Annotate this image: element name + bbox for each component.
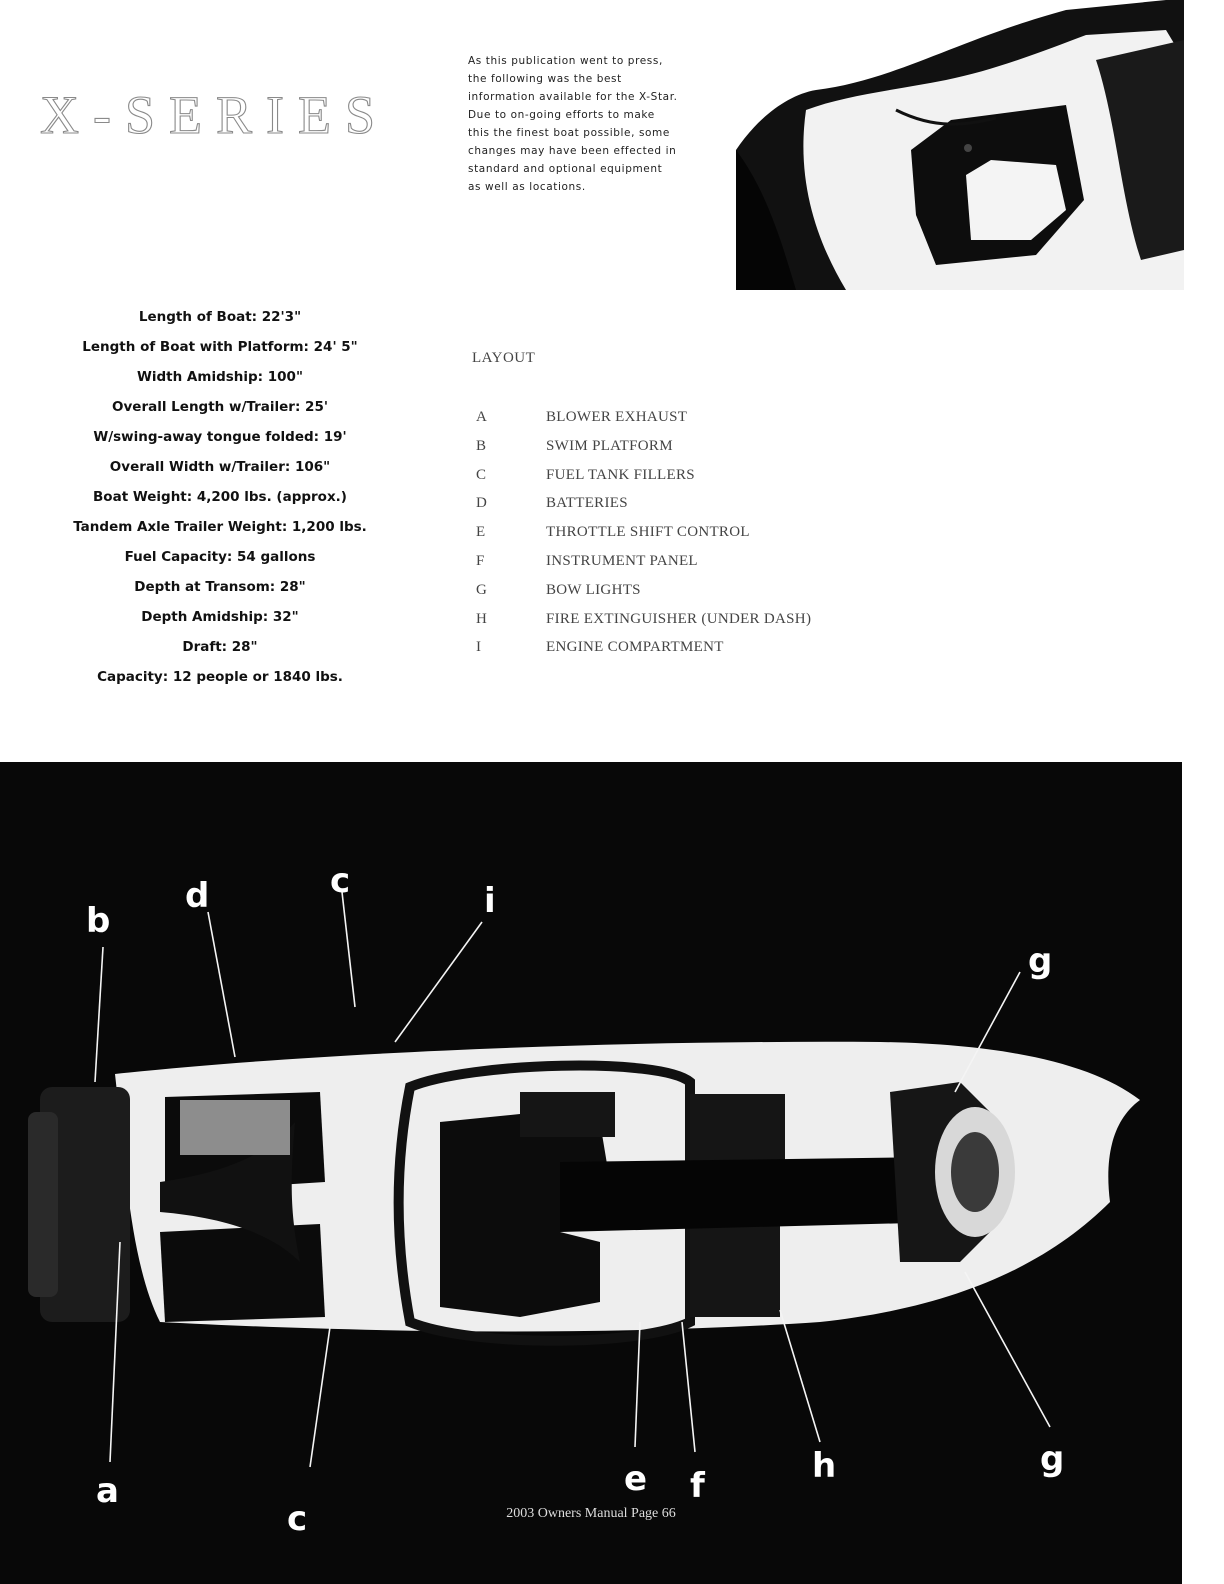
layout-letter: G — [476, 581, 487, 598]
callout-c-bottom: c — [287, 1499, 308, 1539]
layout-item — [476, 636, 811, 665]
layout-item — [476, 406, 811, 435]
publication-note: As this publication went to press, the following was the best information available for the X-Star. Due to on-going efforts to make this the finest boat possible, some changes may have been effected in standard and optional equipment as well as locations. — [468, 55, 678, 193]
layout-letter: A — [476, 409, 487, 425]
layout-item — [476, 492, 811, 521]
layout-item — [476, 608, 811, 637]
callout-e: e — [624, 1459, 648, 1499]
callout-b: b — [86, 901, 111, 941]
layout-letter: F — [476, 552, 485, 569]
spec-line: Overall Width w/Trailer: 106" — [109, 459, 331, 475]
spec-line: Draft: 28" — [182, 639, 258, 655]
layout-list — [476, 406, 811, 665]
layout-item — [476, 550, 811, 579]
spec-list — [40, 307, 400, 697]
callout-c-top: c — [330, 861, 351, 901]
callout-f: f — [690, 1466, 705, 1506]
layout-text: FIRE EXTINGUISHER (UNDER DASH) — [546, 610, 812, 627]
spec-line: Overall Length w/Trailer: 25' — [112, 399, 328, 415]
callout-g-bottom: g — [1040, 1439, 1065, 1479]
layout-heading: LAYOUT — [472, 350, 536, 366]
layout-letter: D — [476, 495, 487, 512]
callout-a: a — [96, 1471, 119, 1511]
layout-text: BATTERIES — [546, 495, 628, 512]
layout-item — [476, 521, 811, 550]
spec-line: Fuel Capacity: 54 gallons — [124, 549, 316, 565]
spec-line: W/swing-away tongue folded: 19' — [93, 429, 347, 445]
layout-text: BLOWER EXHAUST — [546, 409, 688, 425]
layout-text: ENGINE COMPARTMENT — [546, 639, 724, 656]
page-footer: 2003 Owners Manual Page 66 — [506, 1506, 676, 1521]
callout-h: h — [812, 1446, 837, 1486]
spec-line: Capacity: 12 people or 1840 lbs. — [97, 669, 343, 685]
layout-item — [476, 435, 811, 464]
layout-letter: C — [476, 466, 487, 483]
series-title: X-SERIES — [40, 85, 390, 145]
spec-line: Length of Boat with Platform: 24' 5" — [82, 339, 358, 355]
layout-letter: H — [476, 610, 487, 627]
spec-line: Boat Weight: 4,200 lbs. (approx.) — [93, 489, 347, 505]
layout-letter: B — [476, 437, 487, 454]
layout-item — [476, 579, 811, 608]
layout-text: SWIM PLATFORM — [546, 437, 673, 454]
spec-line: Tandem Axle Trailer Weight: 1,200 lbs. — [73, 519, 367, 535]
layout-text: INSTRUMENT PANEL — [546, 552, 698, 569]
callout-g-top: g — [1028, 941, 1053, 981]
callout-i: i — [484, 881, 496, 921]
callout-d: d — [185, 876, 210, 916]
cockpit-photo — [736, 0, 1184, 290]
layout-letter: I — [476, 639, 481, 656]
spec-line: Length of Boat: 22'3" — [138, 309, 302, 325]
spec-line: Depth Amidship: 32" — [141, 609, 299, 625]
layout-item — [476, 464, 811, 493]
layout-text: FUEL TANK FILLERS — [546, 466, 695, 483]
layout-text: BOW LIGHTS — [546, 581, 641, 598]
spec-line: Width Amidship: 100" — [136, 369, 303, 385]
layout-letter: E — [476, 524, 486, 541]
boat-aerial-photo — [0, 762, 1182, 1584]
layout-text: THROTTLE SHIFT CONTROL — [546, 524, 750, 541]
spec-line: Depth at Transom: 28" — [134, 579, 306, 595]
